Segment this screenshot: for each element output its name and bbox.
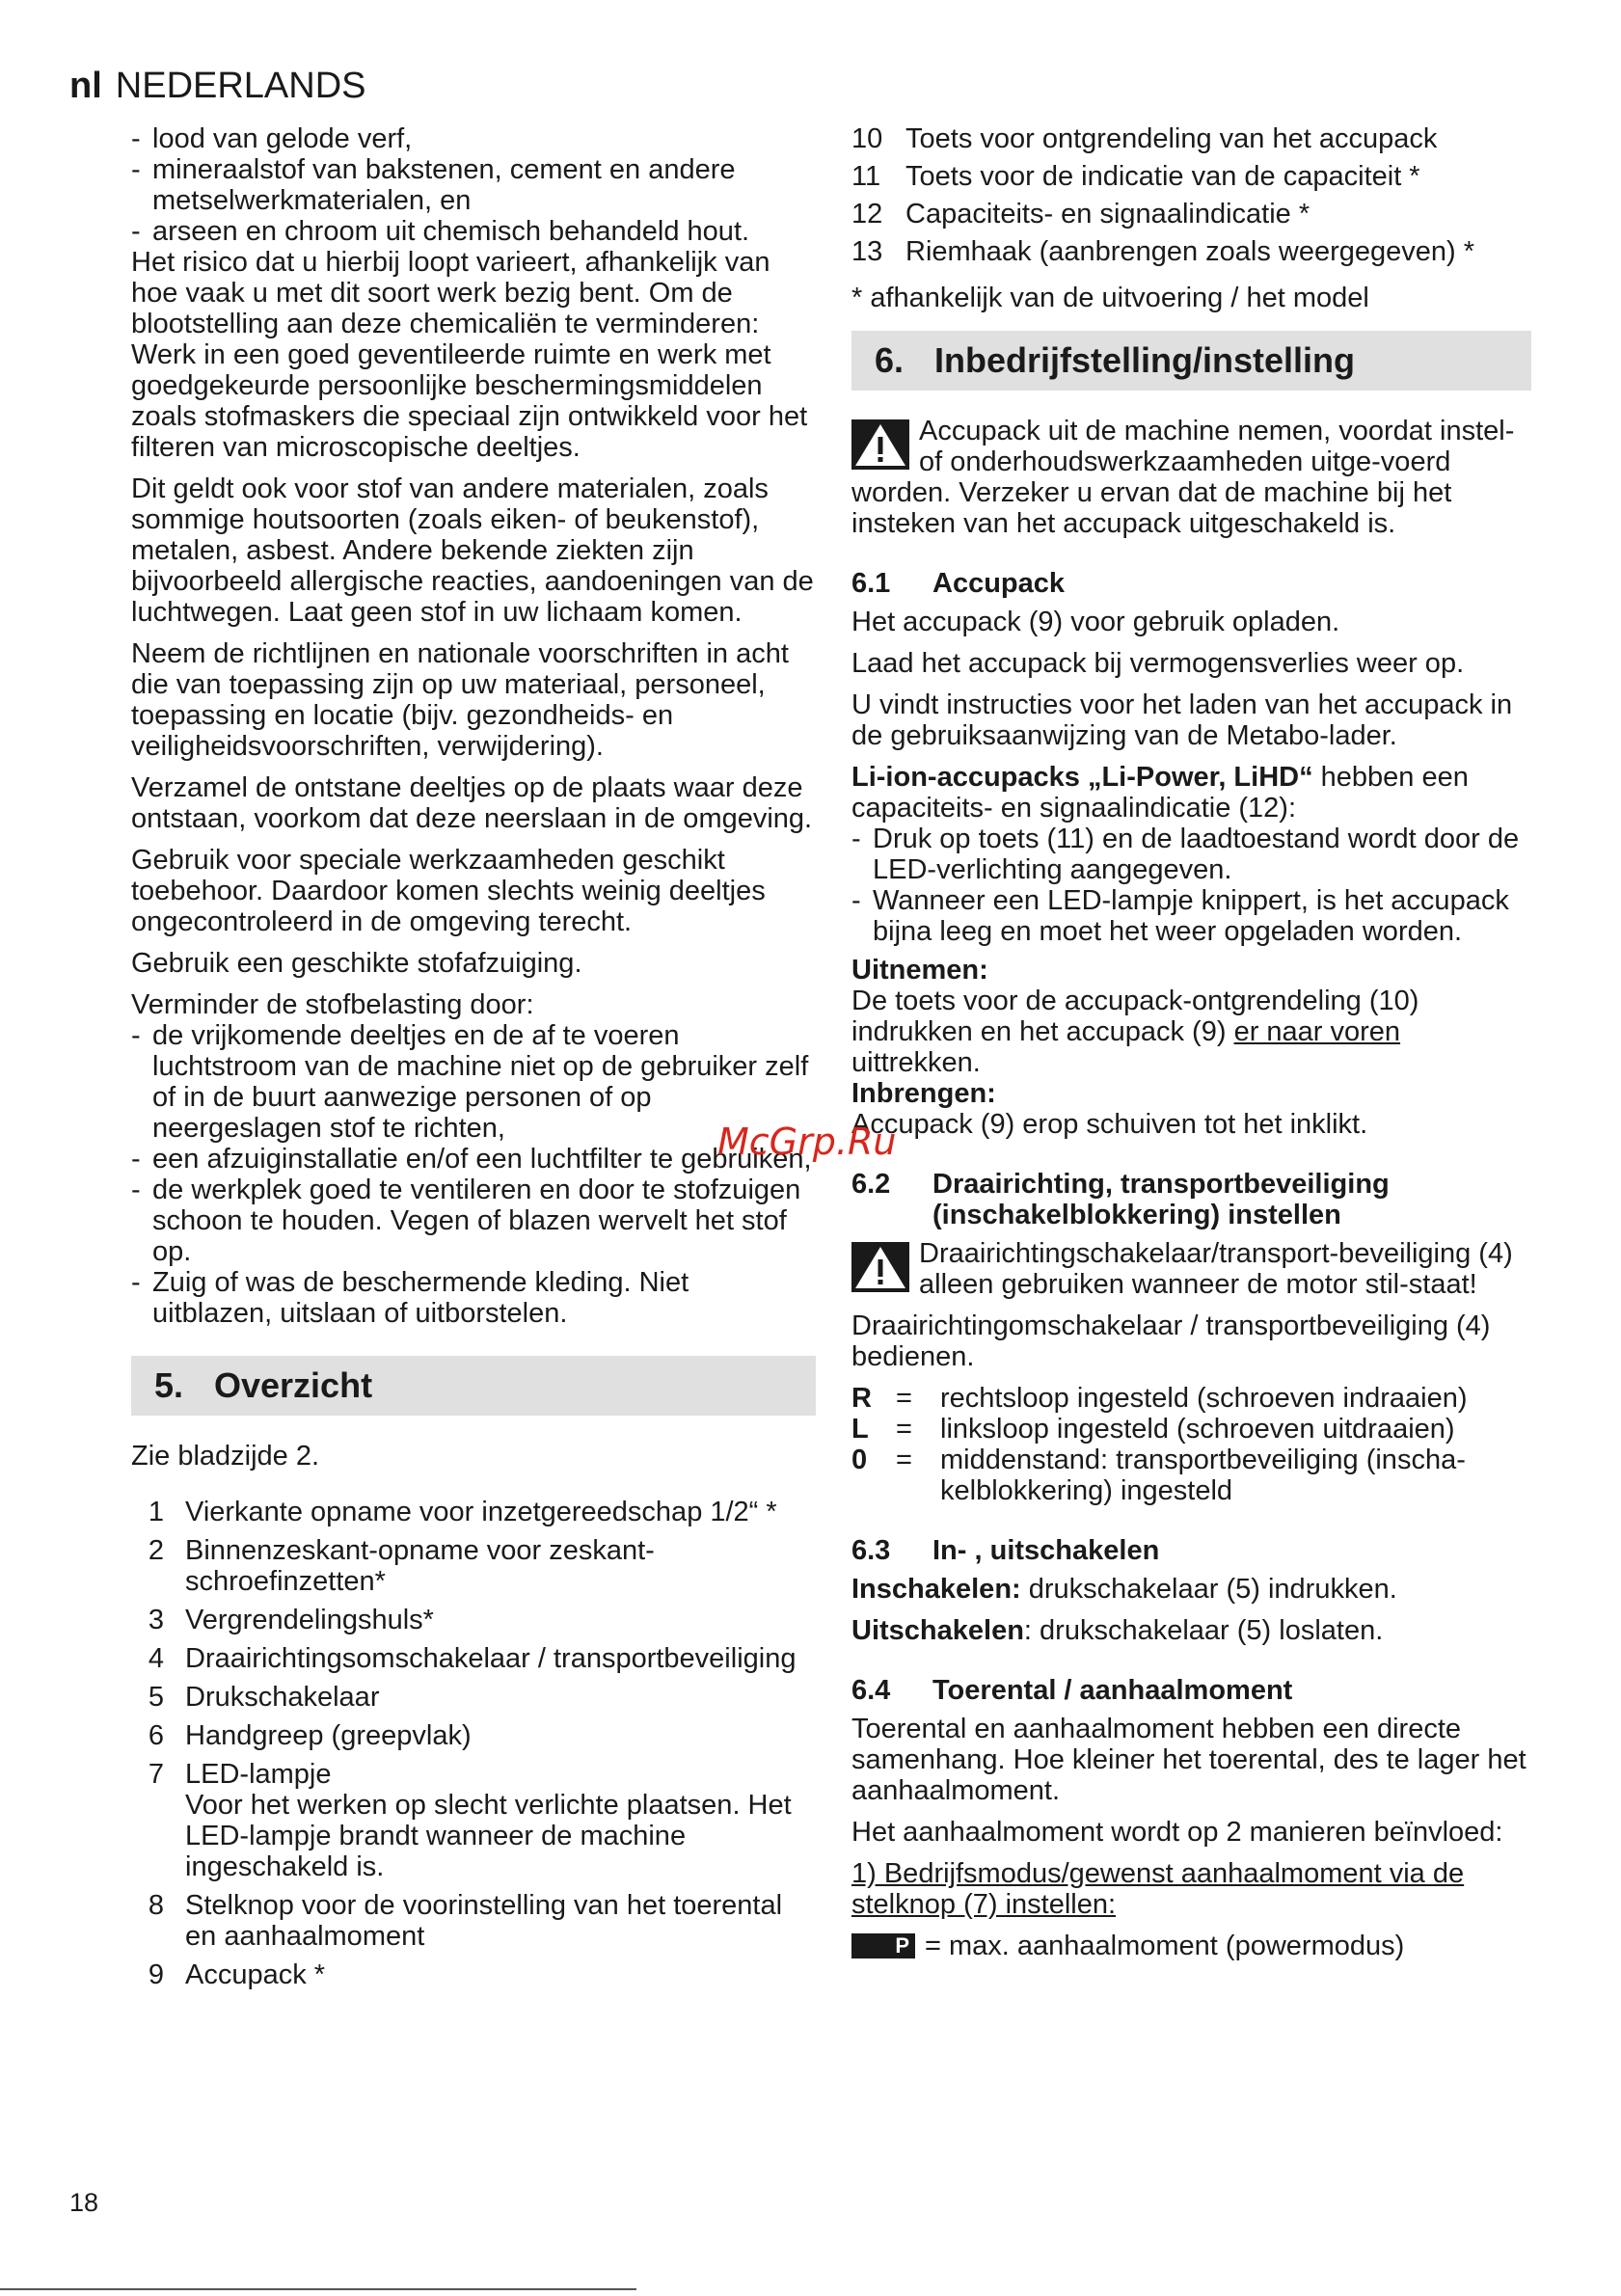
item-number: 8 (148, 1890, 164, 1921)
paragraph: Draairichtingomschakelaar / transportbeveiliging (4) bedienen. (851, 1310, 1491, 1372)
list-item: - Zuig of was de beschermende kleding. Niet uitblazen, uitslaan of uitborstelen. (131, 1267, 816, 1329)
remove-text-part: De toets voor de accupack-ontgrendeling (10) indrukken en het accupack (9) (851, 986, 1419, 1047)
list-item: - mineraalstof van bakstenen, cement en andere metselwerkmaterialen, en (131, 154, 816, 216)
paragraph: U vindt instructies voor het laden van het accupack in de gebruiksaanwijzing van de Metabo-lader. (851, 689, 1513, 751)
subsection-title: Accupack (932, 568, 1066, 599)
battery-type-label: Li-ion-accupacks „Li-Power, LiHD“ (851, 762, 1313, 793)
switch-off-text: : drukschakelaar (5) loslaten. (1023, 1615, 1384, 1646)
remove-text-part: uittrekken. (851, 1047, 981, 1078)
subsection-title: Draairichting, transportbeveiliging (inschakelblokkering) instellen (932, 1169, 1390, 1230)
direction-value: middenstand: transportbeveiliging (inscha-kelblokkering) ingesteld (940, 1445, 1466, 1506)
footer-rule (0, 2288, 636, 2290)
list-item (131, 1890, 816, 1952)
item-text: Draairichtingsomschakelaar / transportbeveiliging (185, 1643, 797, 1674)
section-title: Inbedrijfstelling/instelling (934, 340, 1356, 380)
equals-sign: = (896, 1445, 912, 1475)
item-number: 13 (851, 236, 883, 267)
item-description: Voor het werken op slecht verlichte plaatsen. Het LED-lampje brandt wanneer de machine ingeschakeld is. (185, 1790, 792, 1882)
list-item (851, 123, 1531, 154)
equals-sign: = (896, 1383, 912, 1414)
power-mode-line (851, 1931, 1531, 1961)
item-number: 10 (851, 123, 883, 154)
subsection-title: In- , uitschakelen (932, 1535, 1160, 1566)
item-number: 1 (148, 1497, 164, 1527)
paragraph: Dit geldt ook voor stof van andere materialen, zoals sommige houtsoorten (zoals eiken- of beukenstof), metalen, asbest. Andere bekende ziekten zijn bijvoorbeeld allergische reacties, aandoeningen van de luchtwegen. Laat geen stof in uw lichaam komen. (131, 473, 814, 628)
subsection-title: Toerental / aanhaalmoment (932, 1675, 1293, 1706)
language-name: NEDERLANDS (115, 66, 366, 106)
paragraph: Het aanhaalmoment wordt op 2 manieren beïnvloed: (851, 1817, 1503, 1848)
watermark: McGrp.Ru (717, 1121, 897, 1163)
list-item: - een afzuiginstallatie en/of een luchtfilter te gebruiken, (131, 1144, 816, 1175)
list-item: - de vrijkomende deeltjes en de af te voeren luchtstroom van de machine niet op de gebruiker zelf of in de buurt aanwezige personen of op neergeslagen stof te richten, (131, 1020, 816, 1144)
section-title: Overzicht (214, 1365, 373, 1405)
equals-sign: = (896, 1414, 912, 1445)
item-text: Drukschakelaar (185, 1682, 380, 1713)
section-number: 5. (154, 1365, 184, 1405)
direction-row (851, 1445, 1531, 1506)
list-item (131, 1720, 816, 1751)
subsection-number: 6.2 (851, 1169, 891, 1200)
item-text: LED-lampje (185, 1759, 332, 1790)
switch-on-label: Inschakelen: (851, 1574, 1021, 1605)
paragraph: 1) Bedrijfsmodus/gewenst aanhaalmoment via de stelknop (7) instellen: (851, 1858, 1465, 1920)
parts-list (131, 1497, 816, 1990)
item-number: 7 (148, 1759, 164, 1790)
subsection-number: 6.1 (851, 568, 891, 599)
paragraph: Neem de richtlijnen en nationale voorschriften in acht die van toepassing zijn op uw materiaal, personeel, toepassing en locatie (bijv. gezondheids- en veiligheidsvoorschriften, verwijdering). (131, 638, 789, 762)
direction-key: 0 (851, 1445, 868, 1475)
direction-value: linksloop ingesteld (schroeven uitdraaien) (940, 1414, 1455, 1445)
remove-instructions (851, 986, 1531, 1078)
switch-off-instruction (851, 1615, 1531, 1646)
paragraph: Gebruik een geschikte stofafzuiging. (131, 948, 582, 979)
item-text: Riemhaak (aanbrengen zoals weergegeven) * (905, 236, 1475, 267)
direction-row (851, 1383, 1531, 1414)
switch-on-instruction (851, 1574, 1531, 1605)
paragraph: Het accupack (9) voor gebruik opladen. (851, 607, 1340, 637)
section-heading-inbedrijfstelling (851, 331, 1531, 391)
item-text: Accupack * (185, 1959, 326, 1990)
list-item (131, 1643, 816, 1674)
charge-indicator-list (851, 824, 1531, 947)
insert-instructions: Accupack (9) erop schuiven tot het inklikt. (851, 1109, 1368, 1140)
list-item: - de werkplek goed te ventileren en door te stofzuigen schoon te houden. Vegen of blazen wervelt het stof op. (131, 1175, 816, 1267)
paragraph: Laad het accupack bij vermogensverlies weer op. (851, 648, 1465, 679)
subsection-heading-6-4 (851, 1675, 1531, 1706)
list-item: - Wanneer een LED-lampje knippert, is het accupack bijna leeg en moet het weer opgeladen worden. (851, 885, 1531, 947)
direction-key: R (851, 1383, 872, 1414)
dust-reduction-list (131, 1020, 816, 1329)
item-text: Binnenzeskant-opname voor zeskant-schroefinzetten* (185, 1535, 655, 1597)
list-item (131, 1605, 816, 1635)
direction-key: L (851, 1414, 869, 1445)
list-item (131, 1959, 816, 1990)
switch-off-label: Uitschakelen (851, 1615, 1024, 1646)
see-page-note: Zie bladzijde 2. (131, 1441, 320, 1472)
subsection-heading-6-2 (851, 1169, 1531, 1230)
paragraph: Toerental en aanhaalmoment hebben een directe samenhang. Hoe kleiner het toerental, des te lager het aanhaalmoment. (851, 1714, 1526, 1806)
warning-text: Draairichtingschakelaar/transport-beveiliging (4) alleen gebruiken wanneer de motor stil-staat! (919, 1238, 1513, 1300)
item-text: Capaciteits- en signaalindicatie * (905, 199, 1310, 230)
item-number: 6 (148, 1720, 164, 1751)
item-text: Toets voor ontgrendeling van het accupack (905, 123, 1438, 154)
subsection-heading-6-3 (851, 1535, 1531, 1566)
power-mode-badge: P (851, 1933, 915, 1958)
list-item (131, 1497, 816, 1527)
insert-label: Inbrengen: (851, 1078, 996, 1109)
hazard-list (131, 123, 816, 247)
subsection-number: 6.4 (851, 1675, 891, 1706)
subsection-heading-6-1 (851, 568, 1531, 599)
paragraph (851, 762, 1531, 824)
item-text: Handgreep (greepvlak) (185, 1720, 472, 1751)
warning-block (851, 1238, 1531, 1300)
warning-block (851, 416, 1531, 539)
left-column (131, 123, 816, 2002)
item-text: Toets voor de indicatie van de capaciteit * (905, 161, 1420, 192)
footnote: * afhankelijk van de uitvoering / het model (851, 283, 1369, 313)
page-header (69, 64, 366, 108)
item-number: 4 (148, 1643, 164, 1674)
item-number: 9 (148, 1959, 164, 1990)
remove-label: Uitnemen: (851, 955, 988, 986)
list-item (851, 161, 1531, 192)
warning-triangle-icon (851, 1242, 909, 1296)
direction-settings (851, 1383, 1531, 1506)
remove-text-underlined: er naar voren (1233, 1016, 1401, 1047)
item-number: 2 (148, 1535, 164, 1566)
paragraph: Verminder de stofbelasting door: (131, 989, 534, 1020)
list-item (131, 1682, 816, 1713)
item-text: Vergrendelingshuls* (185, 1605, 434, 1635)
item-text: Vierkante opname voor inzetgereedschap 1/2“ * (185, 1497, 777, 1527)
section-heading-overzicht (131, 1356, 816, 1416)
battery-type-text: hebben een capaciteits- en signaalindicatie (12): (851, 762, 1469, 824)
list-item (851, 199, 1531, 230)
power-mode-text: = max. aanhaalmoment (powermodus) (925, 1931, 1405, 1961)
list-item (851, 236, 1531, 267)
language-code: nl (69, 66, 102, 106)
direction-row (851, 1414, 1531, 1445)
list-item (131, 1759, 816, 1882)
section-number: 6. (875, 340, 905, 380)
item-number: 5 (148, 1682, 164, 1713)
item-number: 12 (851, 199, 883, 230)
list-item: - Druk op toets (11) en de laadtoestand wordt door de LED-verlichting aangegeven. (851, 824, 1531, 885)
paragraph: Gebruik voor speciale werkzaamheden geschikt toebehoor. Daardoor komen slechts weinig deeltjes ongecontroleerd in de omgeving terecht. (131, 845, 766, 937)
list-item (131, 1535, 816, 1597)
item-number: 11 (851, 161, 881, 192)
right-column (851, 123, 1531, 1972)
parts-list-continued (851, 123, 1531, 267)
page-number: 18 (69, 2188, 99, 2217)
warning-triangle-icon (851, 419, 909, 473)
item-text: Stelknop voor de voorinstelling van het toerental en aanhaalmoment (185, 1890, 783, 1952)
direction-value: rechtsloop ingesteld (schroeven indraaien) (940, 1383, 1468, 1414)
subsection-number: 6.3 (851, 1535, 891, 1566)
list-item: - arseen en chroom uit chemisch behandeld hout. (131, 216, 816, 247)
switch-on-text: drukschakelaar (5) indrukken. (1020, 1574, 1397, 1605)
warning-text: Accupack uit de machine nemen, voordat instel- of onderhoudswerkzaamheden uitge-voerd worden. Verzeker u ervan dat de machine bij het insteken van het accupack uitgeschakeld is. (851, 416, 1515, 539)
list-item: - lood van gelode verf, (131, 123, 816, 154)
paragraph: Verzamel de ontstane deeltjes op de plaats waar deze ontstaan, voorkom dat deze neerslaan in de omgeving. (131, 772, 813, 834)
paragraph: Het risico dat u hierbij loopt varieert, afhankelijk van hoe vaak u met dit soort werk bezig bent. Om de blootstelling aan deze chemicaliën te verminderen: Werk in een goed geventileerde ruimte en werk met goedgekeurde persoonlijke beschermingsmiddelen zoals stofmaskers die speciaal zijn ontwikkeld voor het filteren van microscopische deeltjes. (131, 247, 808, 463)
item-number: 3 (148, 1605, 164, 1635)
